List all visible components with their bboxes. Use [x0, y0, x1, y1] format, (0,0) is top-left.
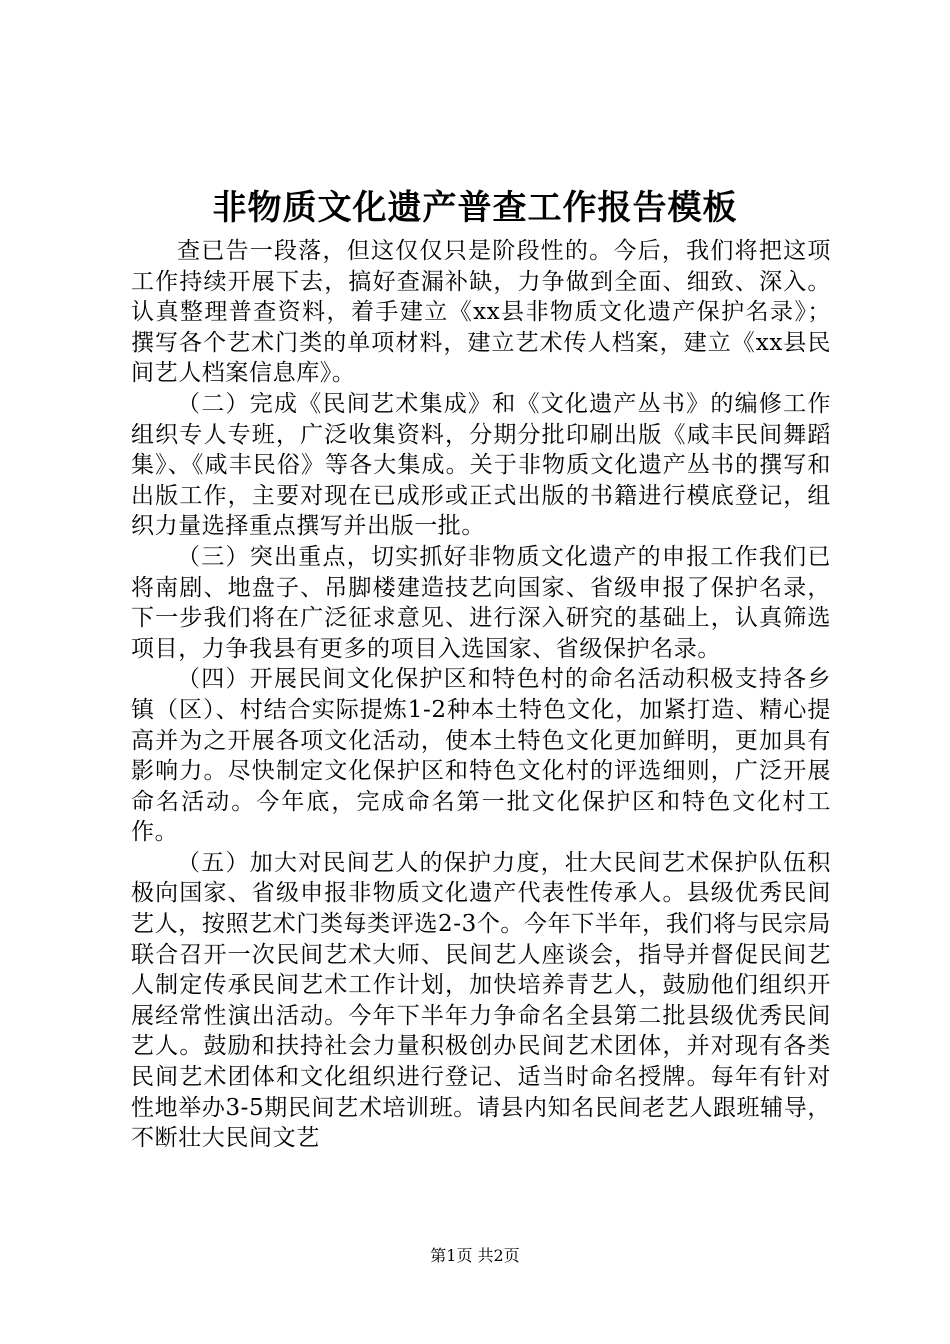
document-body: [131, 236, 831, 1154]
paragraph-4: （四）开展民间文化保护区和特色村的命名活动积极支持各乡镇（区）、村结合实际提炼1-2种本土特色文化，加紧打造、精心提高并为之开展各项文化活动，使本土特色文化更加鲜明，更加具有影响力。尽快制定文化保护区和特色文化村的评选细则，广泛开展命名活动。今年底，完成命名第一批文化保护区和特色文化村工作。: [131, 666, 831, 846]
paragraph-1: 查已告一段落，但这仅仅只是阶段性的。今后，我们将把这项工作持续开展下去，搞好查漏补缺，力争做到全面、细致、深入。认真整理普查资料，着手建立《xx县非物质文化遗产保护名录》；撰写各个艺术门类的单项材料，建立艺术传人档案，建立《xx县民间艺人档案信息库》。: [131, 238, 831, 387]
page-footer: 第1页 共2页: [430, 1246, 520, 1265]
paragraph-2: （二）完成《民间艺术集成》和《文化遗产丛书》的编修工作组织专人专班，广泛收集资料，分期分批印刷出版《咸丰民间舞蹈集》、《咸丰民俗》等各大集成。关于非物质文化遗产丛书的撰写和出版工作，主要对现在已成形或正式出版的书籍进行模底登记，组织力量选择重点撰写并出版一批。: [131, 390, 831, 540]
paragraph-3: （三）突出重点，切实抓好非物质文化遗产的申报工作我们已将南剧、地盘子、吊脚楼建造技艺向国家、省级申报了保护名录，下一步我们将在广泛征求意见、进行深入研究的基础上，认真筛选项目，力争我县有更多的项目入选国家、省级保护名录。: [131, 543, 831, 662]
document-title: 非物质文化遗产普查工作报告模板: [212, 188, 738, 228]
paragraph-5: （五）加大对民间艺人的保护力度，壮大民间艺术保护队伍积极向国家、省级申报非物质文化遗产代表性传承人。县级优秀民间艺人，按照艺术门类每类评选2-3个。今年下半年，我们将与民宗局联合召开一次民间艺术大师、民间艺人座谈会，指导并督促民间艺人制定传承民间艺术工作计划，加快培养青艺人，鼓励他们组织开展经常性演出活动。今年下半年力争命名全县第二批县级优秀民间艺人。鼓励和扶持社会力量积极创办民间艺术团体，并对现有各类民间艺术团体和文化组织进行登记、适当时命名授牌。每年有针对性地举办3-5期民间艺术培训班。请县内知名民间老艺人跟班辅导，不断壮大民间文艺: [131, 849, 831, 1152]
